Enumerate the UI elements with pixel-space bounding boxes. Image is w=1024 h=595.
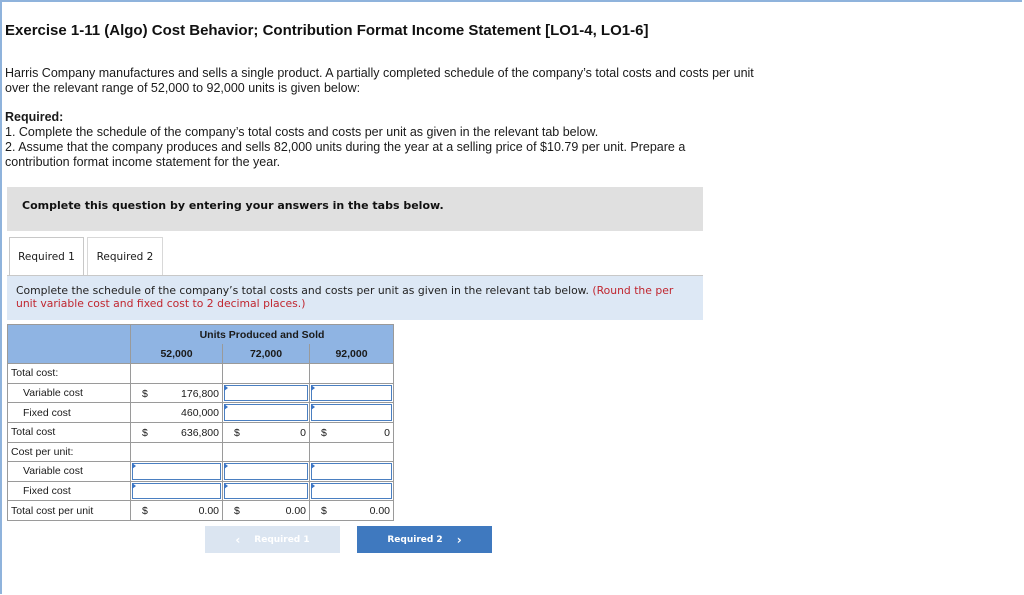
variable-cost-per-unit-72000-input[interactable] xyxy=(223,462,310,482)
fixed-cost-92000-input[interactable] xyxy=(310,403,394,423)
table-corner-lower xyxy=(8,344,131,364)
variable-cost-72000-input[interactable] xyxy=(223,383,310,403)
column-header-72000: 72,000 xyxy=(223,344,310,364)
page-title: Exercise 1-11 (Algo) Cost Behavior; Contribution Format Income Statement [LO1-4, LO1-6] xyxy=(5,22,649,39)
next-required-2-button[interactable] xyxy=(357,526,492,553)
required-item-2: 2. Assume that the company produces and sells 82,000 units during the year at a selling price of $10.79 per unit. Prepare a contribution format income statement for the year. xyxy=(5,140,686,169)
row-label-variable-cost-per-unit: Variable cost xyxy=(8,462,131,482)
table-cell xyxy=(310,442,394,462)
table-cell xyxy=(131,442,223,462)
row-label-total-cost: Total cost xyxy=(8,422,131,442)
variable-cost-92000-input[interactable] xyxy=(310,383,394,403)
units-header: Units Produced and Sold xyxy=(131,325,394,345)
total-cost-72000 xyxy=(223,422,310,442)
tab-instruction-panel xyxy=(7,276,703,320)
total-cost-92000-value: 0 xyxy=(384,426,390,439)
next-button-label: Required 2 xyxy=(387,534,443,545)
total-cost-52000-value: 636,800 xyxy=(181,426,219,439)
prev-required-1-button xyxy=(205,526,340,553)
variable-cost-per-unit-92000-input[interactable] xyxy=(310,462,394,482)
row-label-fixed-cost: Fixed cost xyxy=(8,403,131,423)
fixed-cost-per-unit-92000-input[interactable] xyxy=(310,481,394,501)
currency-symbol: $ xyxy=(234,505,240,518)
row-label-variable-cost: Variable cost xyxy=(8,383,131,403)
variable-cost-52000-value: 176,800 xyxy=(181,387,219,400)
table-cell xyxy=(310,364,394,384)
fixed-cost-72000-input[interactable] xyxy=(223,403,310,423)
total-cost-per-unit-72000 xyxy=(223,501,310,521)
required-heading: Required: xyxy=(5,110,64,124)
column-header-92000: 92,000 xyxy=(310,344,394,364)
tab-instruction xyxy=(16,284,696,310)
total-cost-per-unit-92000 xyxy=(310,501,394,521)
total-cost-92000 xyxy=(310,422,394,442)
intro-text: Harris Company manufactures and sells a single product. A partially completed schedule of the company’s total costs and costs per unit over the relevant range of 52,000 to 92,000 units is given below: xyxy=(5,66,754,95)
fixed-cost-52000-value: 460,000 xyxy=(181,407,219,420)
chevron-right-icon: › xyxy=(456,532,462,547)
total-cost-per-unit-72000-value: 0.00 xyxy=(285,505,306,518)
fixed-cost-52000 xyxy=(131,403,223,423)
total-cost-per-unit-52000-value: 0.00 xyxy=(198,505,219,518)
fixed-cost-per-unit-72000-input[interactable] xyxy=(223,481,310,501)
currency-symbol: $ xyxy=(321,505,327,518)
instruction-text: Complete the schedule of the company’s total costs and costs per unit as given in the relevant tab below. xyxy=(16,284,589,297)
variable-cost-per-unit-52000-input[interactable] xyxy=(131,462,223,482)
cost-schedule-table xyxy=(7,324,394,521)
table-cell xyxy=(131,364,223,384)
currency-symbol: $ xyxy=(142,505,148,518)
currency-symbol: $ xyxy=(234,426,240,439)
rounding-note: (Round the per unit variable cost and fixed cost to 2 decimal places.) xyxy=(16,284,674,310)
table-cell xyxy=(223,442,310,462)
row-label-cost-per-unit-section: Cost per unit: xyxy=(8,442,131,462)
column-header-52000: 52,000 xyxy=(131,344,223,364)
instructions-banner xyxy=(7,187,703,231)
currency-symbol: $ xyxy=(321,426,327,439)
total-cost-52000 xyxy=(131,422,223,442)
banner-text: Complete this question by entering your answers in the tabs below. xyxy=(22,199,444,212)
row-label-total-cost-per-unit: Total cost per unit xyxy=(8,501,131,521)
currency-symbol: $ xyxy=(142,426,148,439)
variable-cost-52000 xyxy=(131,383,223,403)
required-item-1: 1. Complete the schedule of the company’s total costs and costs per unit as given in the relevant tab below. xyxy=(5,125,599,139)
total-cost-per-unit-52000 xyxy=(131,501,223,521)
tab-required-2[interactable]: Required 2 xyxy=(87,237,163,275)
total-cost-per-unit-92000-value: 0.00 xyxy=(369,505,390,518)
row-label-total-cost-section: Total cost: xyxy=(8,364,131,384)
tab-required-1[interactable]: Required 1 xyxy=(9,237,84,275)
row-label-fixed-cost-per-unit: Fixed cost xyxy=(8,481,131,501)
chevron-left-icon: ‹ xyxy=(235,532,241,547)
total-cost-72000-value: 0 xyxy=(300,426,306,439)
currency-symbol: $ xyxy=(142,387,148,400)
fixed-cost-per-unit-52000-input[interactable] xyxy=(131,481,223,501)
table-cell xyxy=(223,364,310,384)
table-corner xyxy=(8,325,131,345)
prev-button-label: Required 1 xyxy=(254,534,310,545)
